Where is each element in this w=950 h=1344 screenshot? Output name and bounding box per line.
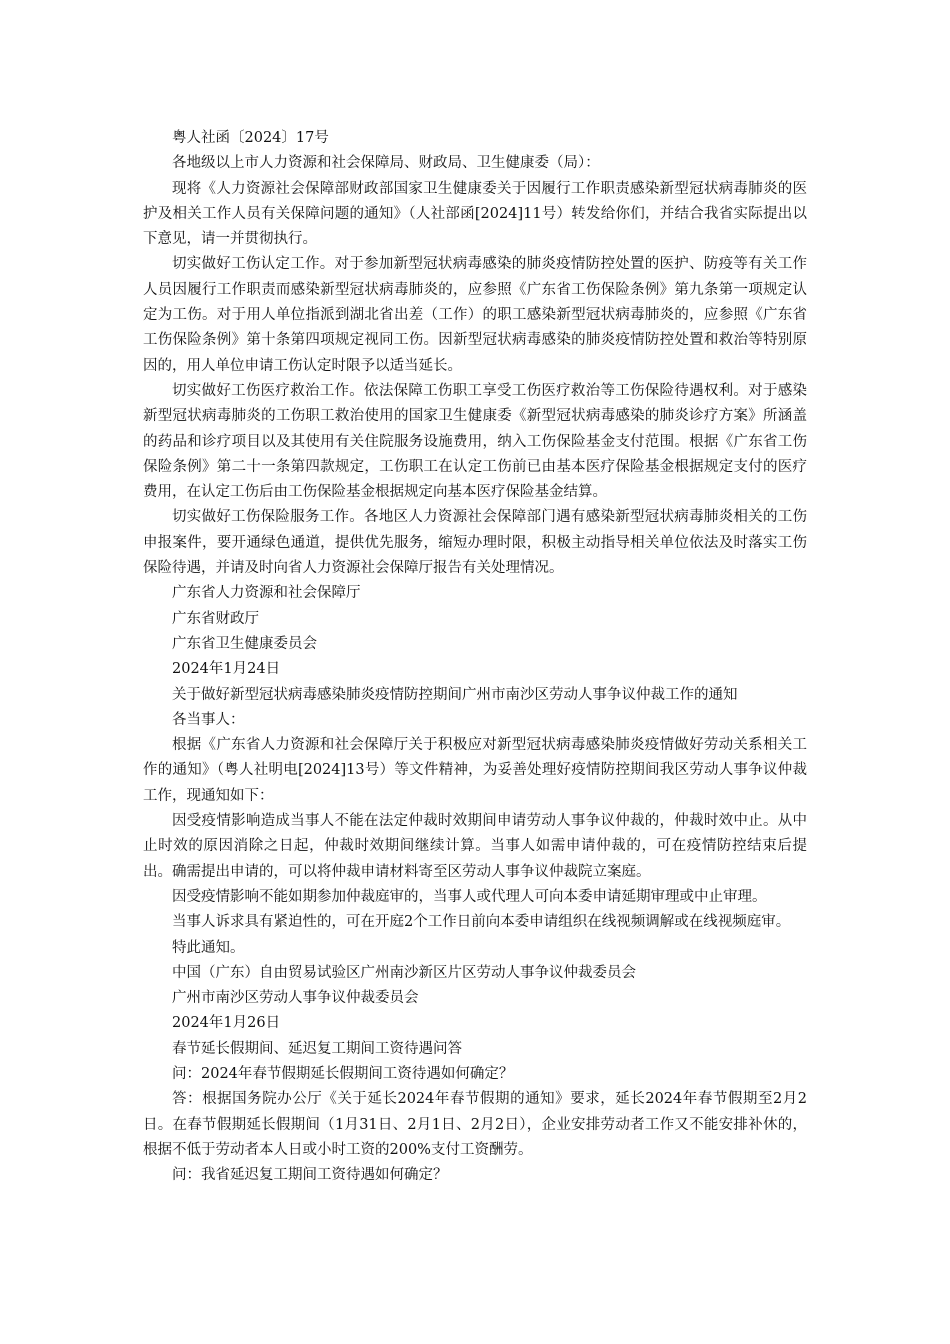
paragraph-intro: 现将《人力资源社会保障部财政部国家卫生健康委关于因履行工作职责感染新型冠状病毒肺炎的医护及相关工作人员有关保障问题的通知》（人社部函[2024]11号）转发给你们，并结合我省实际提出以下意见，请一并贯彻执行。 — [143, 180, 807, 248]
document-body — [143, 126, 807, 1188]
paragraph-online-hearing: 当事人诉求具有紧迫性的，可在开庭2个工作日前向本委申请组织在线视频调解或在线视频庭审。 — [172, 914, 791, 931]
paragraph-medical-treatment: 切实做好工伤医疗救治工作。依法保障工伤职工享受工伤医疗救治等工伤保险待遇权利。对于感染新型冠状病毒肺炎的工伤职工救治使用的国家卫生健康委《新型冠状病毒感染的肺炎诊疗方案》所涵盖的药品和诊疗项目以及其使用有关住院服务设施费用，纳入工伤保险基金支付范围。根据《广东省工伤保险条例》第二十一条第四款规定，工伤职工在认定工伤前已由基本医疗保险基金根据规定支付的医疗费用，在认定工伤后由工伤保险基金根据规定向基本医疗保险基金结算。 — [143, 382, 807, 501]
signatory: 广东省卫生健康委员会 — [172, 635, 317, 652]
paragraph-basis: 根据《广东省人力资源和社会保障厅关于积极应对新型冠状病毒感染肺炎疫情做好劳动关系相关工作的通知》（粤人社明电[2024]13号）等文件精神，为妥善处理好疫情防控期间我区劳动人事争议仲裁工作，现通知如下： — [143, 737, 807, 804]
paragraph-time-limit: 因受疫情影响造成当事人不能在法定仲裁时效期间申请劳动人事争议仲裁的，仲裁时效中止。从中止时效的原因消除之日起，仲裁时效期间继续计算。当事人如需申请仲裁的，可在疫情防控结束后提出。确需提出申请的，可以将仲裁申请材料寄至区劳动人事争议仲裁院立案庭。 — [143, 813, 807, 880]
addressee: 各地级以上市人力资源和社会保障局、财政局、卫生健康委（局）： — [172, 155, 600, 172]
paragraph-postpone: 因受疫情影响不能如期参加仲裁庭审的，当事人或代理人可向本委申请延期审理或中止审理。 — [172, 888, 767, 905]
closing-line: 特此通知。 — [172, 939, 245, 956]
addressee: 各当事人： — [172, 711, 245, 728]
date-line: 2024年1月26日 — [172, 1015, 281, 1032]
qa-question: 问：我省延迟复工期间工资待遇如何确定？ — [172, 1167, 448, 1184]
date-line: 2024年1月24日 — [172, 661, 281, 678]
signatory: 中国（广东）自由贸易试验区广州南沙新区片区劳动人事争议仲裁委员会 — [172, 964, 636, 981]
notice-title: 关于做好新型冠状病毒感染肺炎疫情防控期间广州市南沙区劳动人事争议仲裁工作的通知 — [172, 686, 738, 703]
doc-number: 粤人社函〔2024〕17号 — [172, 130, 329, 146]
signatory: 广东省人力资源和社会保障厅 — [172, 585, 361, 602]
signatory: 广东省财政厅 — [172, 610, 259, 627]
paragraph-insurance-service: 切实做好工伤保险服务工作。各地区人力资源社会保障部门遇有感染新型冠状病毒肺炎相关的工伤申报案件，要开通绿色通道，提供优先服务，缩短办理时限，积极主动指导相关单位依法及时落实工伤保险待遇，并请及时向省人力资源社会保障厅报告有关处理情况。 — [143, 509, 807, 577]
qa-answer: 答：根据国务院办公厅《关于延长2024年春节假期的通知》要求，延长2024年春节假期至2月2日。在春节假期延长假期间（1月31日、2月1日、2月2日），企业安排劳动者工作又不能安排补休的，根据不低于劳动者本人日或小时工资的200%支付工资酬劳。 — [143, 1091, 807, 1158]
signatory: 广州市南沙区劳动人事争议仲裁委员会 — [172, 990, 419, 1007]
paragraph-injury-recognition: 切实做好工伤认定工作。对于参加新型冠状病毒感染的肺炎疫情防控处置的医护、防疫等有关工作人员因履行工作职责而感染新型冠状病毒肺炎的，应参照《广东省工伤保险条例》第九条第一项规定认定为工伤。对于用人单位指派到湖北省出差（工作）的职工感染新型冠状病毒肺炎的，应参照《广东省工伤保险条例》第十条第四项规定视同工伤。因新型冠状病毒感染的肺炎疫情防控处置和救治等特别原因的，用人单位申请工伤认定时限予以适当延长。 — [143, 256, 807, 374]
qa-title: 春节延长假期间、延迟复工期间工资待遇问答 — [172, 1040, 462, 1057]
qa-question: 问：2024年春节假期延长假期间工资待遇如何确定？ — [172, 1065, 514, 1082]
